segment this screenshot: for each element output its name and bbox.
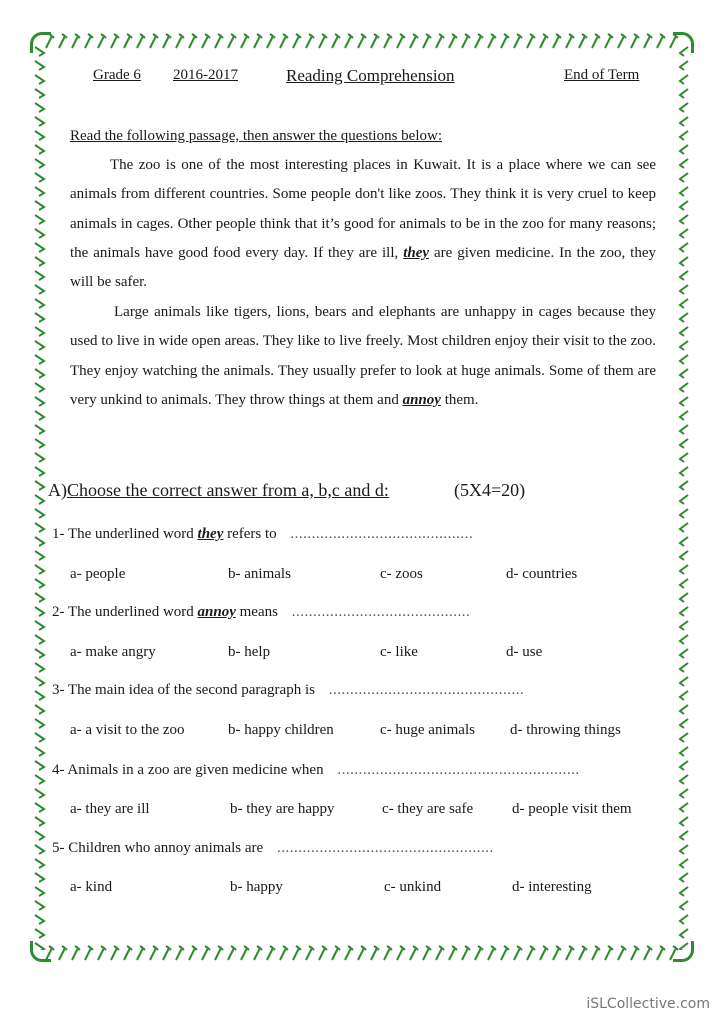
underlined-word-annoy: annoy (402, 391, 441, 408)
option-d[interactable]: d- throwing things (510, 722, 621, 738)
question-1 (52, 526, 473, 543)
answer-blank[interactable]: .............................................. (328, 682, 525, 698)
question-text: 2- The underlined word (52, 604, 194, 620)
question-text: means (239, 604, 278, 620)
grade-label: Grade 6 (93, 67, 141, 83)
underlined-word: they (197, 526, 224, 542)
option-a[interactable]: a- make angry (70, 644, 156, 660)
section-prefix: A) (48, 480, 67, 500)
section-a-heading (48, 480, 526, 501)
term-label: End of Term (564, 67, 640, 83)
option-c[interactable]: c- unkind (384, 879, 442, 895)
option-b[interactable]: b- they are happy (230, 801, 335, 817)
question-text: 1- The underlined word (52, 526, 194, 542)
option-b[interactable]: b- help (228, 644, 271, 660)
section-label: Choose the correct answer from a, b,c and d: (67, 480, 389, 500)
question-text: 4- Animals in a zoo are given medicine when (52, 762, 324, 778)
question-2 (52, 604, 470, 621)
option-d[interactable]: d- people visit them (512, 801, 632, 817)
question-4 (52, 762, 580, 779)
answer-blank[interactable]: .......................................... (291, 604, 471, 620)
option-a[interactable]: a- kind (70, 879, 113, 895)
option-c[interactable]: c- they are safe (382, 801, 474, 817)
option-b[interactable]: b- happy children (228, 722, 334, 738)
underlined-word-they: they (403, 244, 430, 261)
answer-blank[interactable]: ........................................... (290, 526, 474, 542)
option-c[interactable]: c- like (380, 644, 418, 660)
question-text: refers to (227, 526, 277, 542)
passage-text: Large animals like tigers, lions, bears and elephants are unhappy in cages because they used to live in wide open areas. They like to live freely. Most children enjoy their visit to the zoo. They enjoy watching the animals. They usually prefer to look at huge animals. Some of them are very unkind to animals. They throw things at them and (70, 304, 656, 408)
option-c[interactable]: c- huge animals (380, 722, 475, 738)
question-5 (52, 840, 494, 857)
passage-text: The zoo is one of the most interesting places in Kuwait. It is a place where we can see animals from different countries. Some people don't like zoos. They think it is very cruel to keep animals in cages. Other people think that it’s good for animals to be in the zoo for many reasons; the animals have good food every day. If they are ill, (70, 157, 656, 261)
page-title: Reading Comprehension (286, 66, 455, 85)
section-marks: (5X4=20) (454, 480, 526, 500)
year-label: 2016-2017 (173, 67, 238, 83)
underlined-word: annoy (197, 604, 236, 620)
passage-paragraph-2 (70, 298, 656, 415)
instruction: Read the following passage, then answer the questions below: (70, 128, 442, 144)
watermark: iSLCollective.com (586, 996, 710, 1012)
option-b[interactable]: b- animals (228, 566, 291, 582)
passage-text: them. (444, 391, 479, 408)
option-b[interactable]: b- happy (230, 879, 283, 895)
question-text: 5- Children who annoy animals are (52, 840, 264, 856)
answer-blank[interactable]: ......................................................... (337, 762, 580, 778)
question-3 (52, 682, 524, 699)
option-c[interactable]: c- zoos (380, 566, 423, 582)
option-d[interactable]: d- interesting (512, 879, 592, 895)
passage-paragraph-1 (70, 151, 656, 297)
option-a[interactable]: a- a visit to the zoo (70, 722, 185, 738)
option-a[interactable]: a- people (70, 566, 126, 582)
option-d[interactable]: d- use (506, 644, 543, 660)
option-a[interactable]: a- they are ill (70, 801, 150, 817)
question-text: 3- The main idea of the second paragraph is (52, 682, 315, 698)
option-d[interactable]: d- countries (506, 566, 578, 582)
passage-text: are given medicine. In the zoo, they will be safer. (70, 244, 656, 291)
answer-blank[interactable]: ................................................... (276, 840, 494, 856)
